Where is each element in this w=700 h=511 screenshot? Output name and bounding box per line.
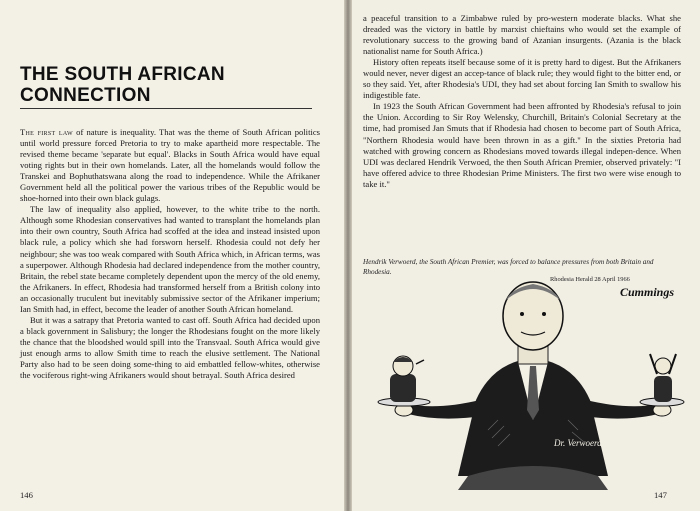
verwoerd-head xyxy=(503,282,563,350)
paragraph-1 xyxy=(20,127,320,204)
cartoon-label: Dr. Verwoerd xyxy=(554,438,602,448)
chapter-title-line2: CONNECTION xyxy=(20,85,151,106)
page-number-right: 147 xyxy=(654,490,667,500)
verwoerd-cartoon xyxy=(358,270,700,490)
right-page xyxy=(350,0,700,511)
page-number-left: 146 xyxy=(20,490,33,500)
paragraph-history: History often repeats itself because some of it is pretty hard to digest. But the Afrikaners would never, never digest an accep-tance of black rule; they would fight to the bitter end, or so they said. Yet, after Rhodesia's UDI, they had set about forcing Ian Smith to swallow his indigestible fate. xyxy=(363,57,681,101)
paragraph-2: The law of inequality also applied, however, to the white tribe to the north. Although some Rhodesian conservatives had wanted to transplant the homelands plan into their own country, South Africa had scoffed at the idea and instead insisted upon black rule, a policy which she had forsworn herself. Rhodesia could not defy her neighbour; she was too weak compared with South Africa which, in African terms, was a superpower. Although Rhodesia had declared independence from the mother country, Britain, the rebel state became completely dependent upon the mercy of the old enemy, the Afrikaners. In effect, Rhodesia had transformed herself from a British colony into an occasionally truculent but inevitably submissive sector of the Afrikaner imperium; Ian Smith had, in effect, become the leader of another South African homeland. xyxy=(20,204,320,314)
cartoon-caption: Hendrik Verwoerd, the South African Premier, was forced to balance pressures from both Britain and Rhodesia. xyxy=(363,258,654,276)
paragraph-3: But it was a satrapy that Pretoria wanted to cast off. South Africa had decided upon a black government in Salisbury; the longer the Rhodesians fought on the more likely the chance that the bloodshed would spill into the Transvaal. South Africa would give just enough arms to allow Smith time to reach the elusive settlement. The National Party also had to be seen doing some-thing to aid embattled fellow-whites, otherwise the vociferous right-wing Afrikaners would shout betrayal. South Africa desired xyxy=(20,314,320,381)
title-rule xyxy=(20,108,312,109)
chapter-title xyxy=(20,64,320,106)
cartoon-signature: Cummings xyxy=(620,285,675,299)
left-page xyxy=(0,0,346,511)
paragraph-1-text: of nature is inequality. That was the theme of South African politics until world pressure forced Pretoria to try to make apartheid more respectable. The revised theme became 'separate but equal'. Blacks in South Africa would have equal voting rights but in their own homelands. Later, all the homelands would follow the Transkei and Bophuthatswana along the road to independence. While the Afrikaner Government held all the political power the various tribes of the Republic would be shoe-horned into their own black gulags. xyxy=(20,127,321,204)
right-body-text xyxy=(363,13,681,190)
paragraph-continued: a peaceful transition to a Zimbabwe ruled by pro-western moderate blacks. What she dreaded was the victory in battle by marxist chieftains who would set the example of revolutionary success to the growing band of Azanian insurgents. (Azania is the black nationalist name for South Africa.) xyxy=(363,13,681,57)
lead-in: The first law xyxy=(20,127,73,137)
book-gutter xyxy=(344,0,352,511)
cartoon-credit: Rhodesia Herald 28 April 1966 xyxy=(550,276,630,283)
paragraph-1923: In 1923 the South African Government had been affronted by Rhodesia's refusal to join the Union. According to Sir Roy Welensky, Churchill, Britain's Colonial Secretary at the time, had promised Jan Smuts that if Rhodesia had chosen to become part of South Africa, "Northern Rhodesia would have been thrown in as a gift." In the sixties Pretoria had watched with growing concern as Rhodesians moved towards illegal indepen-dence. When UDI was declared Hendrik Verwoed, the then South African Premier, observed privately: "I have offered advice to three Rhodesian Prime Ministers. The first two were wise enough to take it." xyxy=(363,101,681,189)
left-body-text xyxy=(20,127,320,381)
chapter-title-line1: THE SOUTH AFRICAN xyxy=(20,64,225,85)
